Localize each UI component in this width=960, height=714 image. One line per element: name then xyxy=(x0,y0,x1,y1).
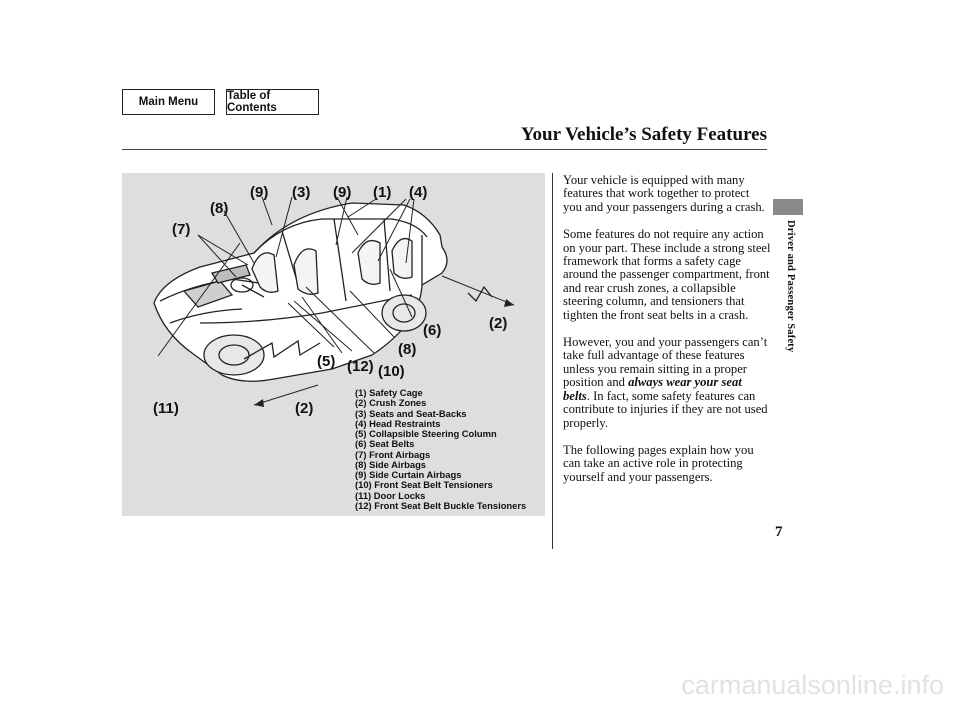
emphasis-seat-belts: always wear your seat belts xyxy=(563,375,742,403)
paragraph-text: . In fact, some safety features can contribute to injuries if they are not used properly. xyxy=(563,388,768,430)
paragraph-following-pages: The following pages explain how you can take an active role in protecting yourself and your passengers. xyxy=(563,442,754,484)
figure-legend xyxy=(355,388,526,511)
legend-item: (12) Front Seat Belt Buckle Tensioners xyxy=(355,499,527,511)
legend-item: (7) Front Airbags xyxy=(355,448,431,460)
legend-item: (4) Head Restraints xyxy=(355,417,441,429)
paragraph-intro: Your vehicle is equipped with many features that work together to protect you and your passengers during a crash. xyxy=(563,173,765,214)
legend-item: (6) Seat Belts xyxy=(355,438,415,450)
callout-4: (4) xyxy=(409,184,428,201)
title-divider xyxy=(122,149,767,150)
callout-9: (9) xyxy=(250,184,269,201)
paragraph-passive-features: Some features do not require any action on your part. These include a strong steel framework that forms a safety cage around the passenger compartment, front and rear crush zones, a collapsible steering column, and tensioners that tighten the front seat belts in a crash. xyxy=(563,227,771,322)
paragraph-seat-belts xyxy=(563,336,771,430)
page-number: 7 xyxy=(775,524,783,540)
callout-1: (1) xyxy=(373,184,392,201)
callout-8: (8) xyxy=(210,200,229,217)
callout-9: (9) xyxy=(333,184,352,201)
safety-features-figure xyxy=(122,173,545,516)
main-menu-button[interactable]: Main Menu xyxy=(122,89,215,115)
table-of-contents-button[interactable]: Table of Contents xyxy=(226,89,319,115)
body-text xyxy=(563,174,771,498)
callout-8: (8) xyxy=(398,341,417,358)
legend-item: (3) Seats and Seat-Backs xyxy=(355,407,467,419)
callout-7: (7) xyxy=(172,221,191,238)
legend-item: (11) Door Locks xyxy=(355,489,426,501)
legend-item: (1) Safety Cage xyxy=(355,387,423,398)
legend-item: (9) Side Curtain Airbags xyxy=(355,469,462,480)
callout-6: (6) xyxy=(423,322,442,339)
section-tab xyxy=(773,199,803,215)
legend-item: (8) Side Airbags xyxy=(355,458,427,470)
legend-item: (10) Front Seat Belt Tensioners xyxy=(355,479,493,491)
watermark: carmanualsonline.info xyxy=(681,670,944,700)
legend-item: (2) Crush Zones xyxy=(355,397,427,409)
callout-3: (3) xyxy=(292,184,311,201)
paragraph-text: However, you and your passengers can’t take full advantage of these features unless you remain sitting in a proper position and xyxy=(563,335,768,390)
legend-item: (5) Collapsible Steering Column xyxy=(355,428,497,439)
callout-5: (5) xyxy=(317,353,336,370)
callout-2: (2) xyxy=(295,400,314,417)
callout-2: (2) xyxy=(489,315,508,332)
callout-11: (11) xyxy=(153,400,179,417)
column-divider xyxy=(552,173,553,549)
page-title: Your Vehicle’s Safety Features xyxy=(520,124,767,145)
callout-10: (10) xyxy=(378,363,405,380)
callout-12: (12) xyxy=(347,358,374,375)
section-label: Driver and Passenger Safety xyxy=(785,220,796,353)
